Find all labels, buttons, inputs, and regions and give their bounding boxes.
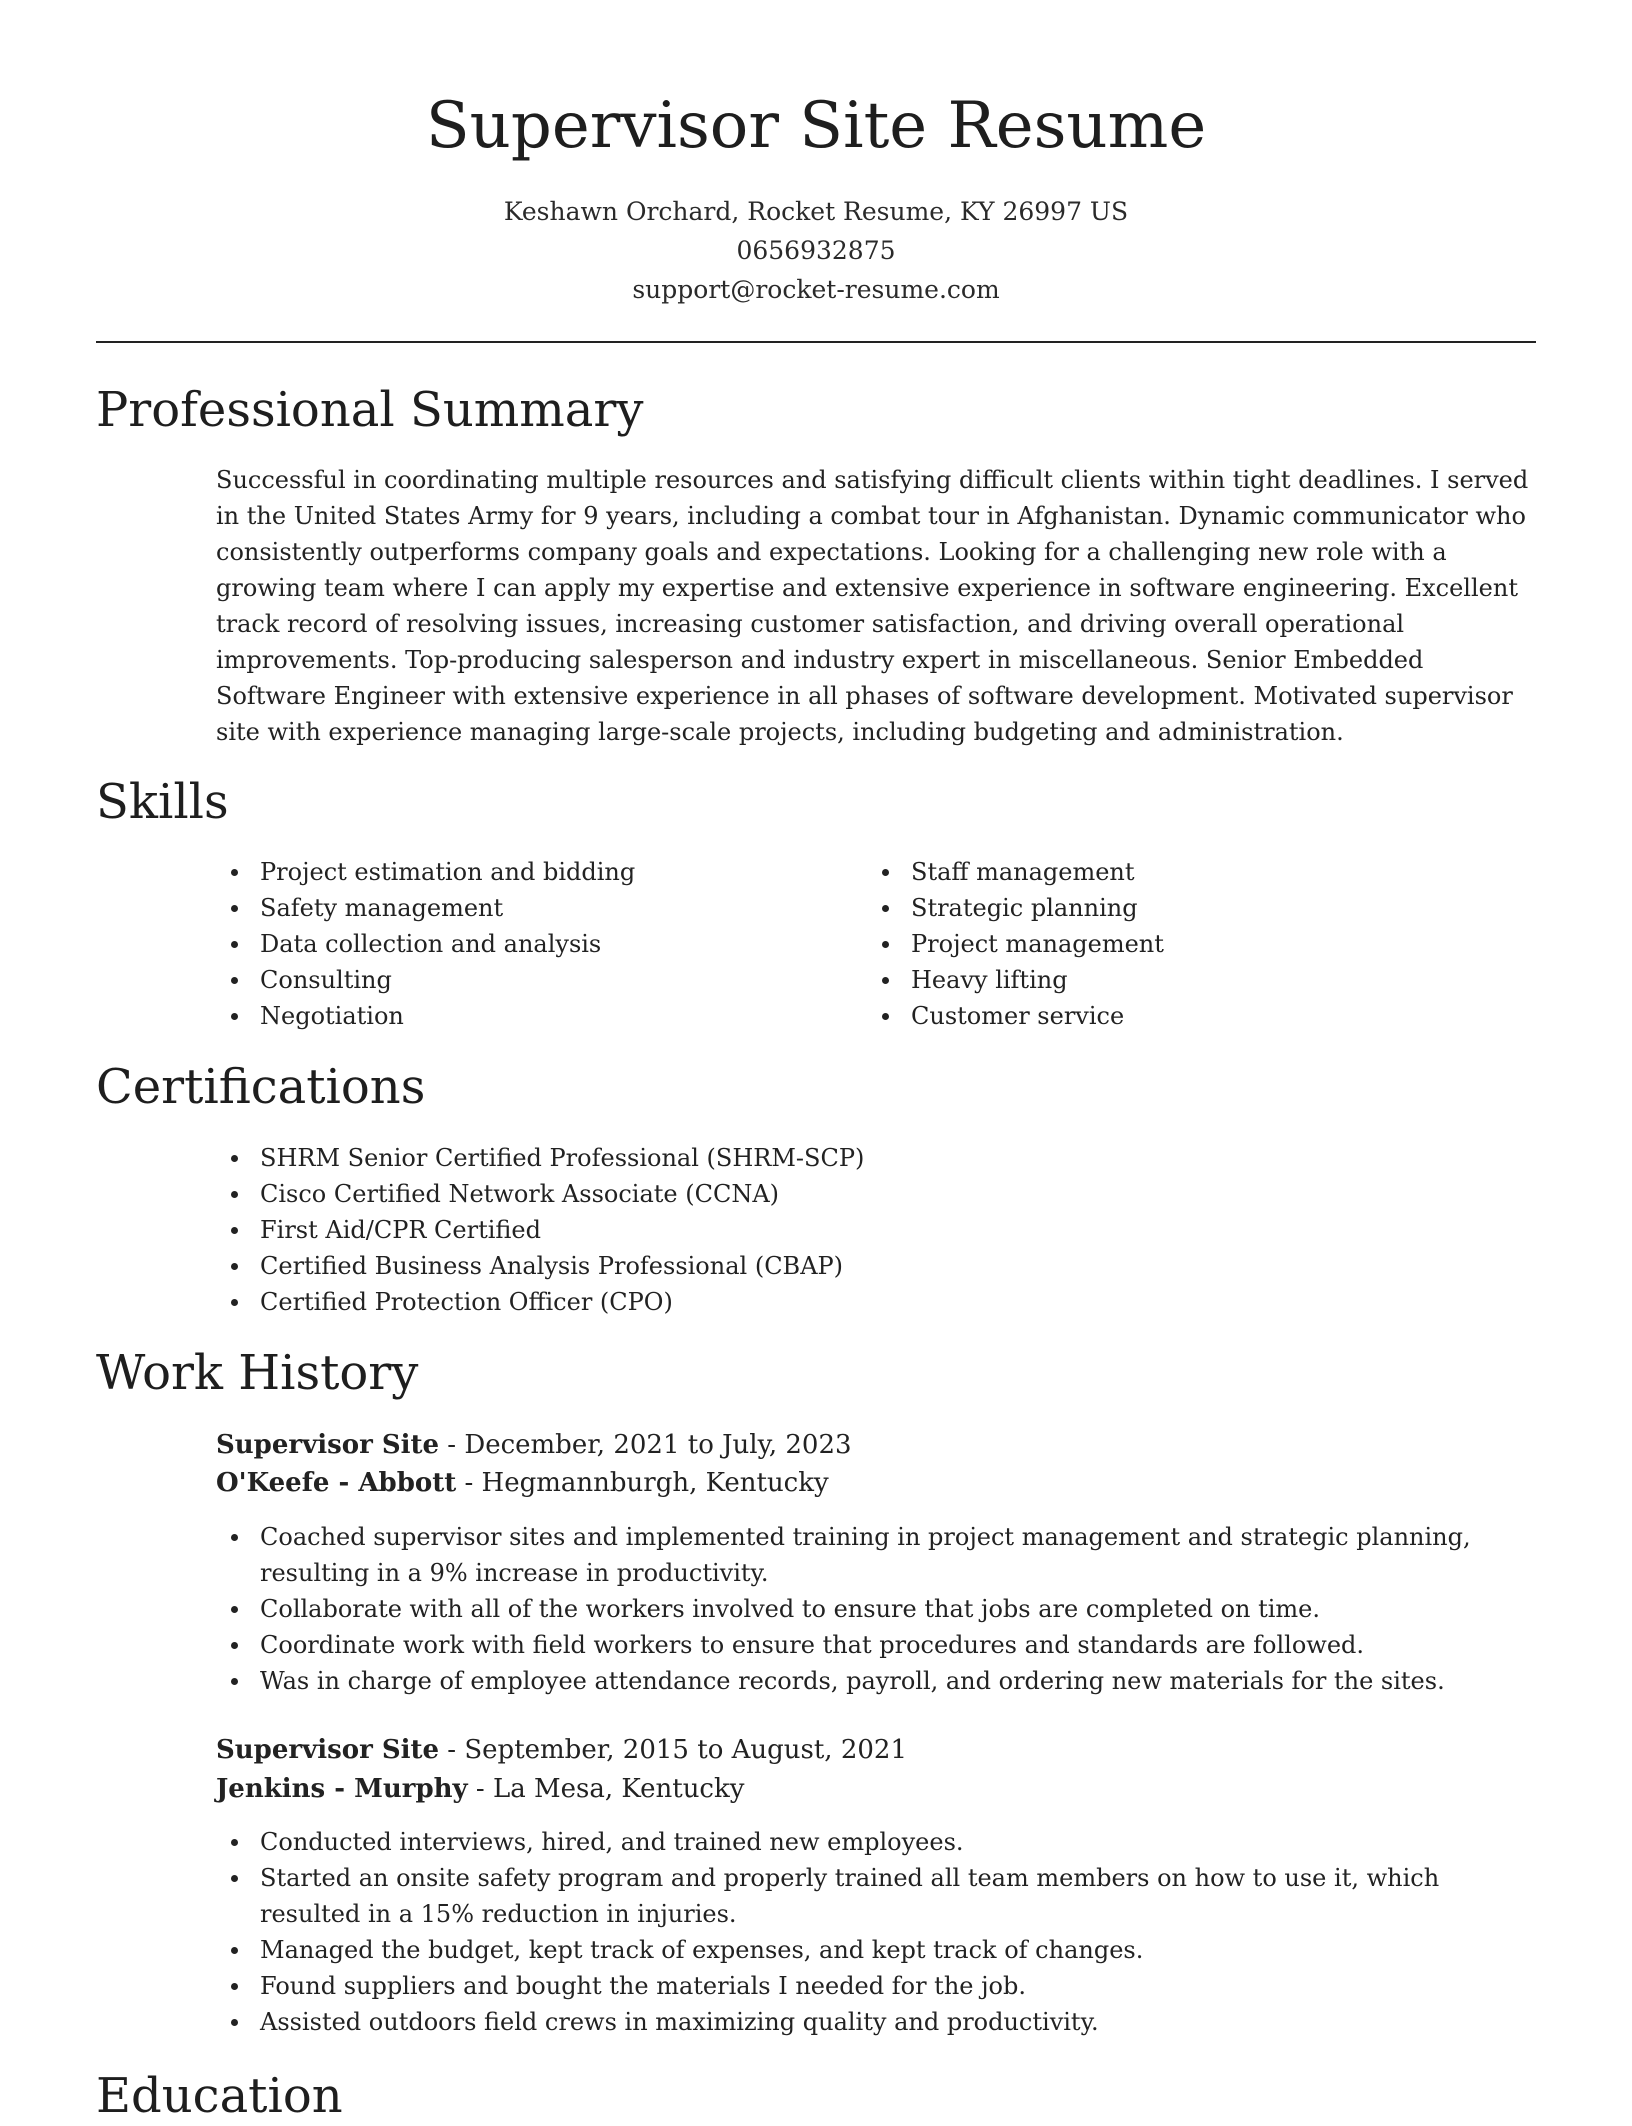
list-item: Heavy lifting [867, 962, 1467, 998]
list-item: Strategic planning [867, 890, 1467, 926]
page-title: Supervisor Site Resume [425, 89, 1207, 163]
list-item: Staff management [867, 854, 1467, 890]
contact-address: Keshawn Orchard, Rocket Resume, KY 26997 US [503, 197, 1129, 226]
job-company: Jenkins - Murphy [216, 1774, 468, 1804]
job-dates: - December, 2021 to July, 2023 [439, 1430, 852, 1460]
job-company-line [216, 1464, 829, 1503]
list-item: Project estimation and bidding [216, 854, 816, 890]
contact-email: support@rocket-resume.com [632, 275, 1000, 304]
skills-heading: Skills [96, 774, 229, 830]
job-location: - La Mesa, Kentucky [467, 1774, 745, 1804]
list-item: Safety management [216, 890, 816, 926]
list-item: Collaborate with all of the workers involved to ensure that jobs are completed on time. [216, 1591, 1536, 1627]
work-history-heading: Work History [96, 1345, 419, 1401]
job-title: Supervisor Site [216, 1430, 440, 1460]
list-item: Conducted interviews, hired, and trained new employees. [216, 1824, 1536, 1860]
job-bullets [216, 1824, 1536, 2040]
summary-heading: Professional Summary [96, 382, 644, 438]
certifications-heading: Certifications [96, 1059, 426, 1115]
contact-phone: 0656932875 [736, 236, 896, 265]
education-heading: Education [96, 2068, 343, 2124]
job-title: Supervisor Site [216, 1735, 440, 1765]
job-company-line [216, 1770, 744, 1809]
list-item: SHRM Senior Certified Professional (SHRM-SCP) [216, 1140, 1536, 1176]
list-item: Project management [867, 926, 1467, 962]
certifications-list [216, 1140, 1536, 1320]
list-item: Consulting [216, 962, 816, 998]
job-bullets [216, 1519, 1536, 1699]
job-title-line [216, 1731, 907, 1770]
skills-list-right [867, 854, 1467, 1034]
list-item: Negotiation [216, 998, 816, 1034]
list-item: Managed the budget, kept track of expenses, and kept track of changes. [216, 1932, 1536, 1968]
list-item: First Aid/CPR Certified [216, 1212, 1536, 1248]
summary-text: Successful in coordinating multiple resources and satisfying difficult clients within tight deadlines. I served in the United States Army for 9 years, including a combat tour in Afghanistan. Dynamic communicator who consistently outperforms company goals and expectations. Looking for a challenging new role with a growing team where I can apply my expertise and extensive experience in software engineering. Excellent track record of resolving issues, increasing customer satisfaction, and driving overall operational improvements. Top-producing salesperson and industry expert in miscellaneous. Senior Embedded Software Engineer with extensive experience in all phases of software development. Motivated supervisor site with experience managing large-scale projects, including budgeting and administration. [216, 466, 1529, 746]
job-location: - Hegmannburgh, Kentucky [456, 1468, 829, 1498]
list-item: Coached supervisor sites and implemented training in project management and strategic planning, resulting in a 9% increase in productivity. [216, 1519, 1536, 1591]
list-item: Certified Business Analysis Professional (CBAP) [216, 1248, 1536, 1284]
list-item: Customer service [867, 998, 1467, 1034]
list-item: Coordinate work with field workers to ensure that procedures and standards are followed. [216, 1627, 1536, 1663]
job-title-line [216, 1426, 852, 1465]
skills-list-left [216, 854, 816, 1034]
job-company: O'Keefe - Abbott [216, 1468, 457, 1498]
list-item: Started an onsite safety program and properly trained all team members on how to use it, which resulted in a 15% reduction in injuries. [216, 1860, 1536, 1932]
list-item: Certified Protection Officer (CPO) [216, 1284, 1536, 1320]
job-dates: - September, 2015 to August, 2021 [439, 1735, 908, 1765]
list-item: Cisco Certified Network Associate (CCNA) [216, 1176, 1536, 1212]
list-item: Was in charge of employee attendance records, payroll, and ordering new materials for the sites. [216, 1663, 1536, 1699]
list-item: Data collection and analysis [216, 926, 816, 962]
list-item: Found suppliers and bought the materials I needed for the job. [216, 1968, 1536, 2004]
contact-block [96, 192, 1536, 309]
header-divider [96, 341, 1536, 343]
list-item: Assisted outdoors field crews in maximizing quality and productivity. [216, 2004, 1536, 2040]
